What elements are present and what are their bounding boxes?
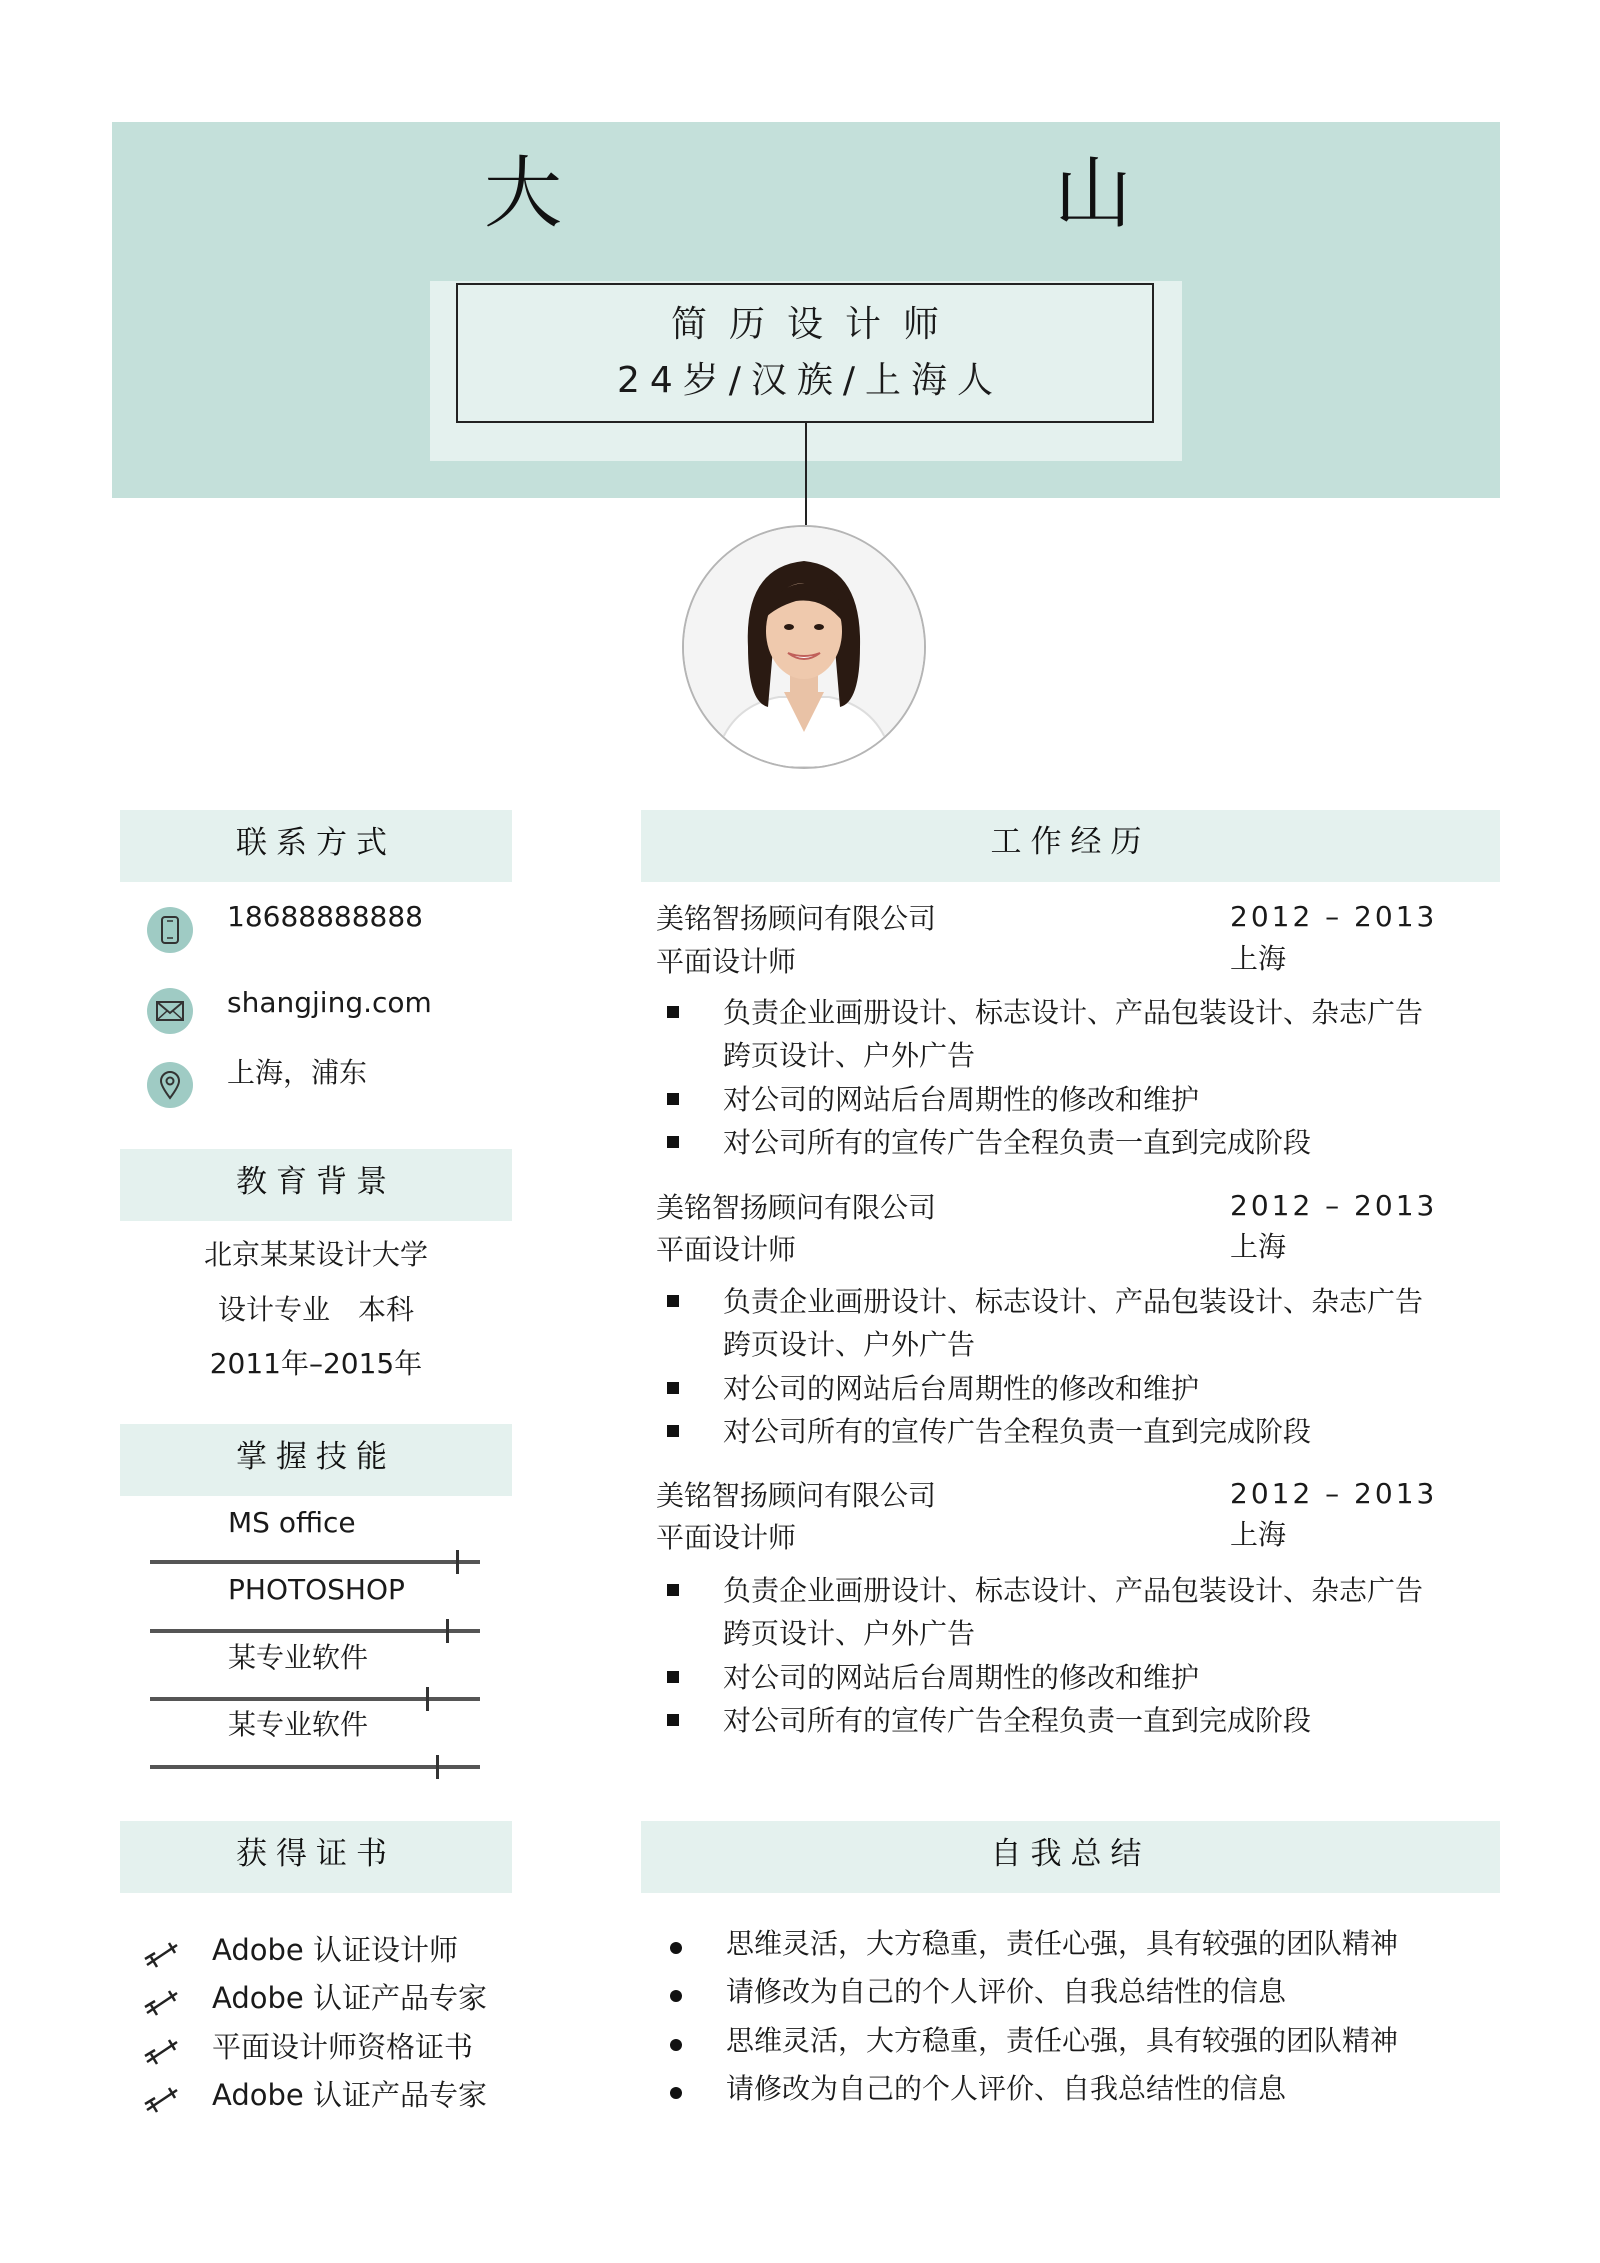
certificate-scroll-icon bbox=[143, 1935, 183, 1971]
certificate-scroll-icon bbox=[143, 1983, 183, 2019]
bullet-square bbox=[667, 1671, 679, 1683]
bullet-dot bbox=[670, 2087, 682, 2099]
skill-bar bbox=[150, 1560, 480, 1564]
bullet-square bbox=[667, 1136, 679, 1148]
job-duty: 对公司的网站后台周期性的修改和维护 bbox=[723, 1083, 1200, 1116]
certificate-item: Adobe 认证产品专家 bbox=[212, 1981, 487, 2015]
job-role: 平面设计师 bbox=[656, 1521, 797, 1554]
education-period: 2011年–2015年 bbox=[209, 1347, 423, 1380]
job-duty: 负责企业画册设计、标志设计、产品包装设计、杂志广告跨页设计、户外广告 bbox=[723, 1574, 1424, 1650]
job-company: 美铭智扬顾问有限公司 bbox=[656, 1479, 937, 1512]
bullet-square bbox=[667, 1295, 679, 1307]
email-icon bbox=[147, 988, 193, 1034]
skill-level-marker bbox=[436, 1755, 439, 1779]
job-duty: 负责企业画册设计、标志设计、产品包装设计、杂志广告跨页设计、户外广告 bbox=[723, 996, 1424, 1072]
job-location: 上海 bbox=[1230, 1518, 1287, 1551]
bullet-square bbox=[667, 1093, 679, 1105]
location-icon bbox=[147, 1062, 193, 1108]
certificate-scroll-icon bbox=[143, 2032, 183, 2068]
job-duty: 对公司所有的宣传广告全程负责一直到完成阶段 bbox=[723, 1415, 1312, 1448]
skill-level-marker bbox=[426, 1687, 429, 1711]
certificate-item: Adobe 认证产品专家 bbox=[212, 2078, 487, 2112]
job-duty: 对公司的网站后台周期性的修改和维护 bbox=[723, 1372, 1200, 1405]
skills-heading: 掌握技能 bbox=[120, 1424, 512, 1496]
bullet-dot bbox=[670, 1942, 682, 1954]
job-title: 简历设计师 bbox=[670, 304, 961, 345]
certificate-item: Adobe 认证设计师 bbox=[212, 1933, 458, 1967]
job-period: 2012 – 2013 bbox=[1230, 1477, 1438, 1510]
name-last-char: 山 bbox=[1054, 149, 1133, 239]
job-company: 美铭智扬顾问有限公司 bbox=[656, 902, 937, 935]
bullet-dot bbox=[670, 2039, 682, 2051]
job-company: 美铭智扬顾问有限公司 bbox=[656, 1191, 937, 1224]
bullet-dot bbox=[670, 1990, 682, 2002]
skill-name: 某专业软件 bbox=[228, 1708, 369, 1741]
education-heading: 教育背景 bbox=[120, 1149, 512, 1221]
bullet-square bbox=[667, 1714, 679, 1726]
skill-level-marker bbox=[456, 1550, 459, 1574]
bullet-square bbox=[667, 1382, 679, 1394]
job-role: 平面设计师 bbox=[656, 1233, 797, 1266]
email-address: shangjing.com bbox=[227, 986, 432, 1019]
skill-bar bbox=[150, 1697, 480, 1701]
job-location: 上海 bbox=[1230, 1230, 1287, 1263]
bullet-square bbox=[667, 1584, 679, 1596]
experience-heading: 工作经历 bbox=[641, 810, 1500, 882]
education-school: 北京某某设计大学 bbox=[203, 1238, 428, 1271]
job-period: 2012 – 2013 bbox=[1230, 1189, 1438, 1222]
contact-heading: 联系方式 bbox=[120, 810, 512, 882]
phone-icon bbox=[147, 907, 193, 953]
skill-name: 某专业软件 bbox=[228, 1641, 369, 1674]
certificate-item: 平面设计师资格证书 bbox=[212, 2030, 474, 2064]
name-first-char: 大 bbox=[484, 149, 563, 239]
avatar-portrait-icon bbox=[684, 527, 924, 767]
connector-line bbox=[805, 423, 807, 525]
job-period: 2012 – 2013 bbox=[1230, 900, 1438, 933]
job-duty: 对公司所有的宣传广告全程负责一直到完成阶段 bbox=[723, 1704, 1312, 1737]
education-major: 设计专业 本科 bbox=[217, 1293, 414, 1326]
title-box bbox=[456, 283, 1154, 423]
avatar bbox=[682, 525, 926, 769]
summary-item: 请修改为自己的个人评价、自我总结性的信息 bbox=[726, 2072, 1287, 2105]
personal-info: 24岁/汉族/上海人 bbox=[616, 360, 1004, 401]
summary-item: 思维灵活，大方稳重，责任心强，具有较强的团队精神 bbox=[726, 1927, 1399, 1960]
summary-heading: 自我总结 bbox=[641, 1821, 1500, 1893]
phone-number: 18688888888 bbox=[227, 900, 423, 933]
summary-item: 请修改为自己的个人评价、自我总结性的信息 bbox=[726, 1975, 1287, 2008]
skill-name: MS office bbox=[228, 1506, 356, 1539]
skill-bar bbox=[150, 1629, 480, 1633]
bullet-square bbox=[667, 1425, 679, 1437]
skill-name: PHOTOSHOP bbox=[228, 1573, 405, 1606]
job-duty: 对公司的网站后台周期性的修改和维护 bbox=[723, 1661, 1200, 1694]
skill-bar bbox=[150, 1765, 480, 1769]
skill-level-marker bbox=[446, 1619, 449, 1643]
job-role: 平面设计师 bbox=[656, 945, 797, 978]
bullet-square bbox=[667, 1006, 679, 1018]
summary-item: 思维灵活，大方稳重，责任心强，具有较强的团队精神 bbox=[726, 2024, 1399, 2057]
certificate-scroll-icon bbox=[143, 2080, 183, 2116]
job-duty: 对公司所有的宣传广告全程负责一直到完成阶段 bbox=[723, 1126, 1312, 1159]
certificates-heading: 获得证书 bbox=[120, 1821, 512, 1893]
job-duty: 负责企业画册设计、标志设计、产品包装设计、杂志广告跨页设计、户外广告 bbox=[723, 1285, 1424, 1361]
job-location: 上海 bbox=[1230, 942, 1287, 975]
location-text: 上海，浦东 bbox=[227, 1056, 368, 1089]
